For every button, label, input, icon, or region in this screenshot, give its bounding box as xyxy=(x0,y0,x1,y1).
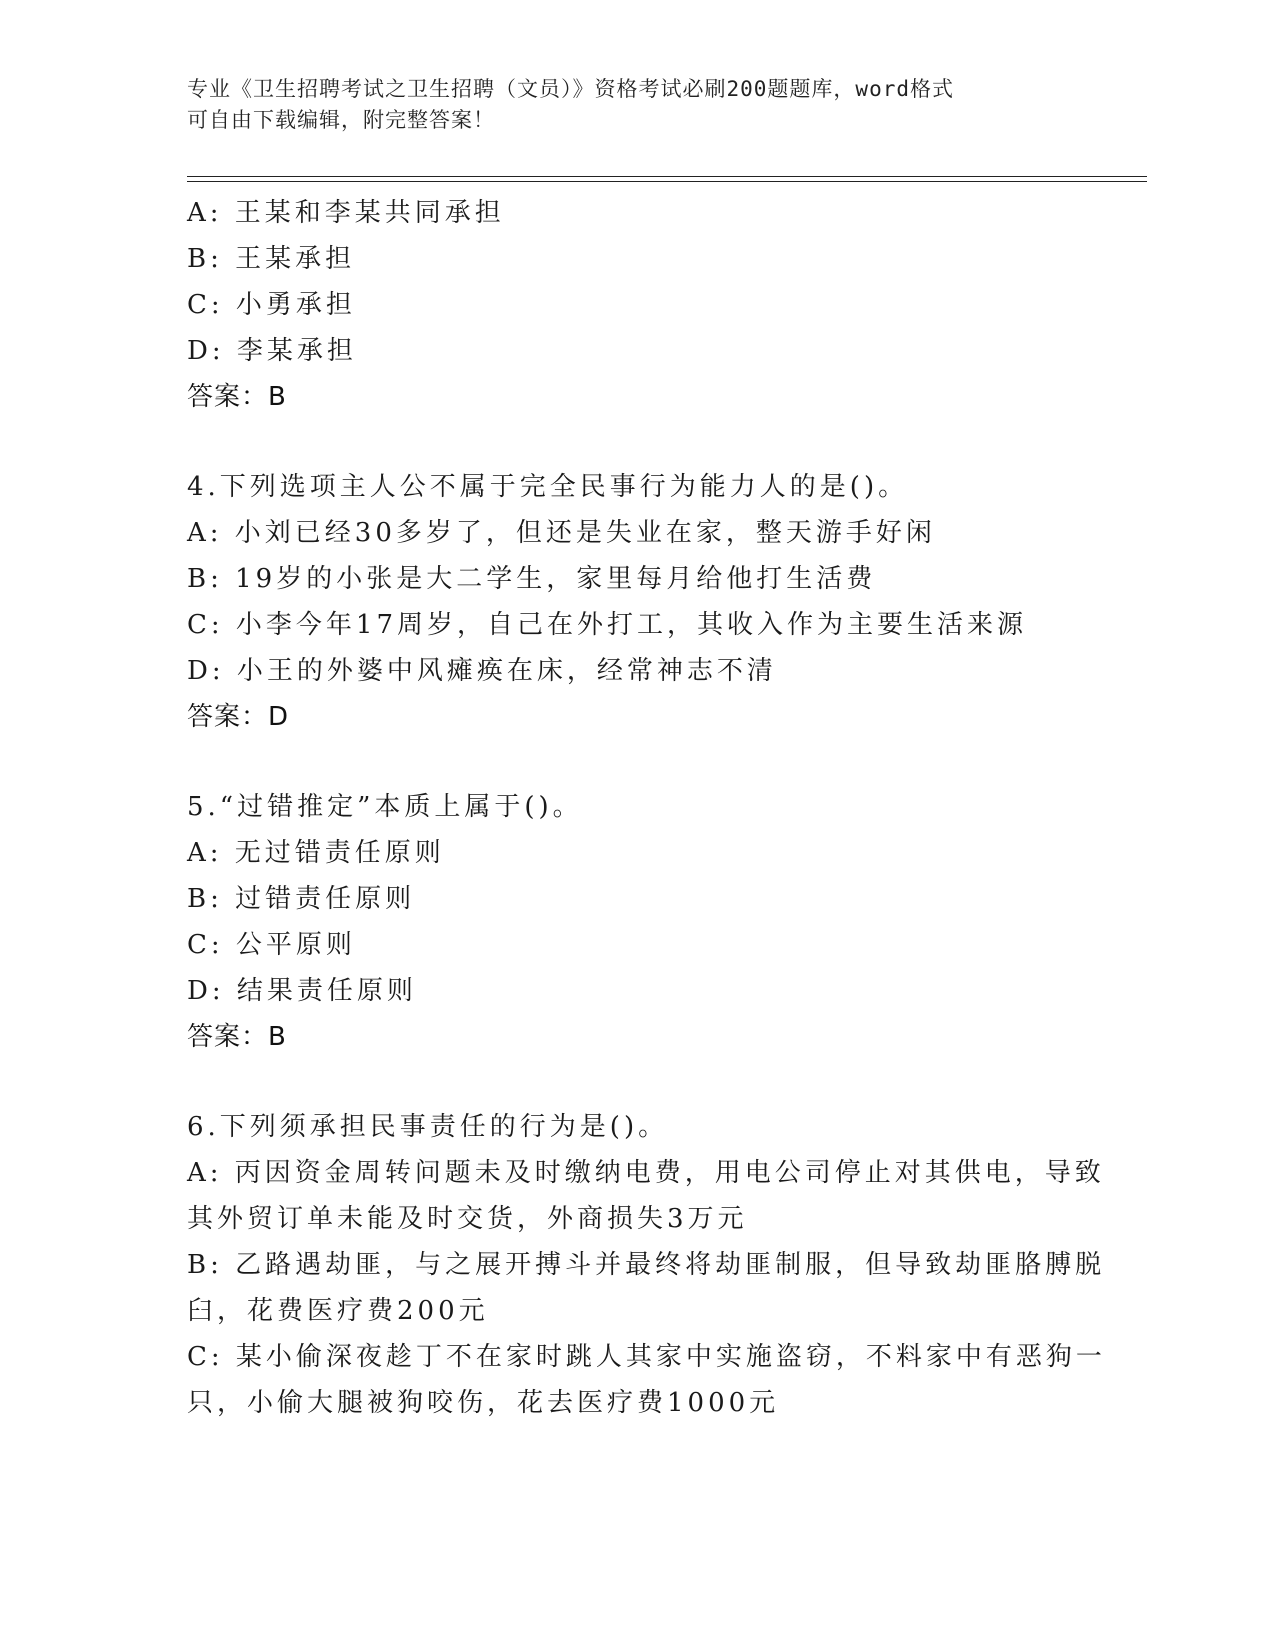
header-divider-top xyxy=(187,176,1147,177)
question-text: 5.“过错推定”本质上属于()。 xyxy=(187,792,583,822)
option-b: B: 过错责任原则 xyxy=(187,884,416,914)
question-3 xyxy=(187,190,1087,420)
question-list xyxy=(187,190,1106,1426)
question-5 xyxy=(187,784,1087,1060)
option-a: A: 丙因资金周转问题未及时缴纳电费，用电公司停止对其供电，导致 xyxy=(187,1158,1105,1188)
option-c: C: 公平原则 xyxy=(187,930,356,960)
question-6 xyxy=(187,1104,1106,1426)
option-d: D: 李某承担 xyxy=(187,336,357,366)
option-d: D: 小王的外婆中风瘫痪在床，经常神志不清 xyxy=(187,656,777,686)
option-a: A: 王某和李某共同承担 xyxy=(187,198,505,228)
question-text: 6.下列须承担民事责任的行为是()。 xyxy=(187,1112,669,1142)
option-c-continued: 只，小偷大腿被狗咬伤，花去医疗费1000元 xyxy=(187,1388,780,1418)
option-b: B: 王某承担 xyxy=(187,244,356,274)
answer: 答案：B xyxy=(187,382,287,412)
option-c: C: 小勇承担 xyxy=(187,290,356,320)
header-divider-bottom xyxy=(187,181,1147,182)
option-a-continued: 其外贸订单未能及时交货，外商损失3万元 xyxy=(187,1204,748,1234)
document-header xyxy=(187,74,1087,136)
option-b-continued: 臼，花费医疗费200元 xyxy=(187,1296,489,1326)
header-line-1: 专业《卫生招聘考试之卫生招聘（文员）》资格考试必刷200题题库，word格式 xyxy=(187,77,954,101)
question-4 xyxy=(187,464,1087,740)
answer: 答案：B xyxy=(187,1022,287,1052)
option-b: B: 19岁的小张是大二学生，家里每月给他打生活费 xyxy=(187,564,877,594)
option-d: D: 结果责任原则 xyxy=(187,976,417,1006)
option-c: C: 某小偷深夜趁丁不在家时跳人其家中实施盗窃，不料家中有恶狗一 xyxy=(187,1342,1106,1372)
header-line-2: 可自由下载编辑，附完整答案！ xyxy=(187,108,495,132)
option-a: A: 无过错责任原则 xyxy=(187,838,445,868)
question-text: 4.下列选项主人公不属于完全民事行为能力人的是()。 xyxy=(187,472,909,502)
option-c: C: 小李今年17周岁，自己在外打工，其收入作为主要生活来源 xyxy=(187,610,1028,640)
answer: 答案：D xyxy=(187,702,290,732)
option-a: A: 小刘已经30多岁了，但还是失业在家，整天游手好闲 xyxy=(187,518,936,548)
option-b: B: 乙路遇劫匪，与之展开搏斗并最终将劫匪制服，但导致劫匪胳膊脱 xyxy=(187,1250,1106,1280)
